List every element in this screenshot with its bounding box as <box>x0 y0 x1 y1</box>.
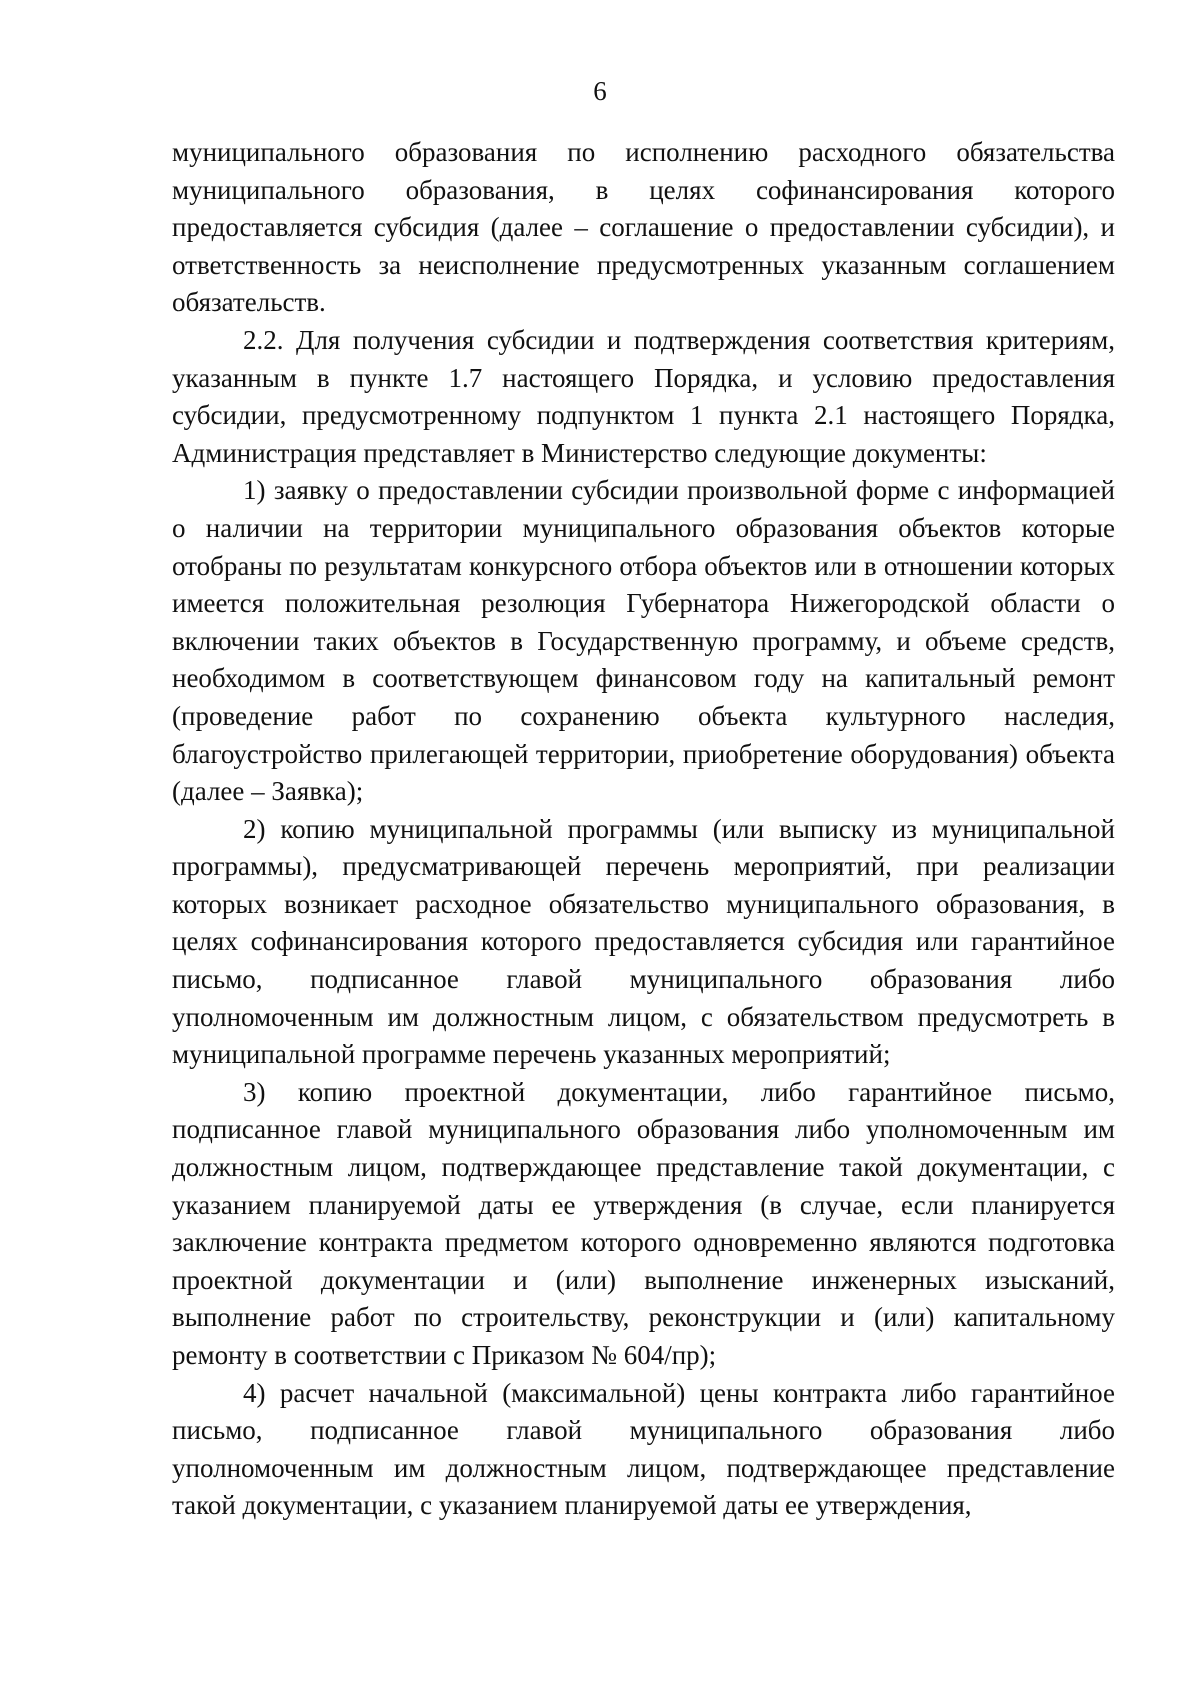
list-item-3: 3) копию проектной документации, либо гарантийное письмо, подписанное главой муниципального образования либо уполномоченным им должностным лицом, подтверждающее представление такой документации, с указанием планируемой даты ее утверждения (в случае, если планируется заключение контракта предметом которого одновременно являются подготовка проектной документации и (или) выполнение инженерных изысканий, выполнение работ по строительству, реконструкции и (или) капитальному ремонту в соответствии с Приказом № 604/пр); <box>172 1076 1115 1370</box>
list-item-2: 2) копию муниципальной программы (или выписку из муниципальной программы), предусматривающей перечень мероприятий, при реализации которых возникает расходное обязательство муниципального образования, в целях софинансирования которого предоставляется субсидия или гарантийное письмо, подписанное главой муниципального образования либо уполномоченным им должностным лицом, с обязательством предусмотреть в муниципальной программе перечень указанных мероприятий; <box>172 813 1115 1070</box>
document-body <box>172 134 1115 1525</box>
paragraph-continuation: муниципального образования по исполнению расходного обязательства муниципального образования, в целях софинансирования которого предоставляется субсидия (далее – соглашение о предоставлении субсидии), и ответственность за неисполнение предусмотренных указанным соглашением обязательств. <box>172 137 1115 318</box>
list-item-4: 4) расчет начальной (максимальной) цены контракта либо гарантийное письмо, подписанное главой муниципального образования либо уполномоченным им должностным лицом, подтверждающее представление такой документации, с указанием планируемой даты ее утверждения, <box>172 1377 1115 1521</box>
page-number: 6 <box>593 76 607 106</box>
list-item-1: 1) заявку о предоставлении субсидии произвольной форме с информацией о наличии на территории муниципального образования объектов которые отобраны по результатам конкурсного отбора объектов или в отношении которых имеется положительная резолюция Губернатора Нижегородской области о включении таких объектов в Государственную программу, и объеме средств, необходимом в соответствующем финансовом году на капитальный ремонт (проведение работ по сохранению объекта культурного наследия, благоустройство прилегающей территории, приобретение оборудования) объекта (далее – Заявка); <box>172 475 1115 807</box>
paragraph-2-2: 2.2. Для получения субсидии и подтверждения соответствия критериям, указанным в пункте 1.7 настоящего Порядка, и условию предоставления субсидии, предусмотренному подпунктом 1 пункта 2.1 настоящего Порядка, Администрация представляет в Министерство следующие документы: <box>172 324 1115 468</box>
